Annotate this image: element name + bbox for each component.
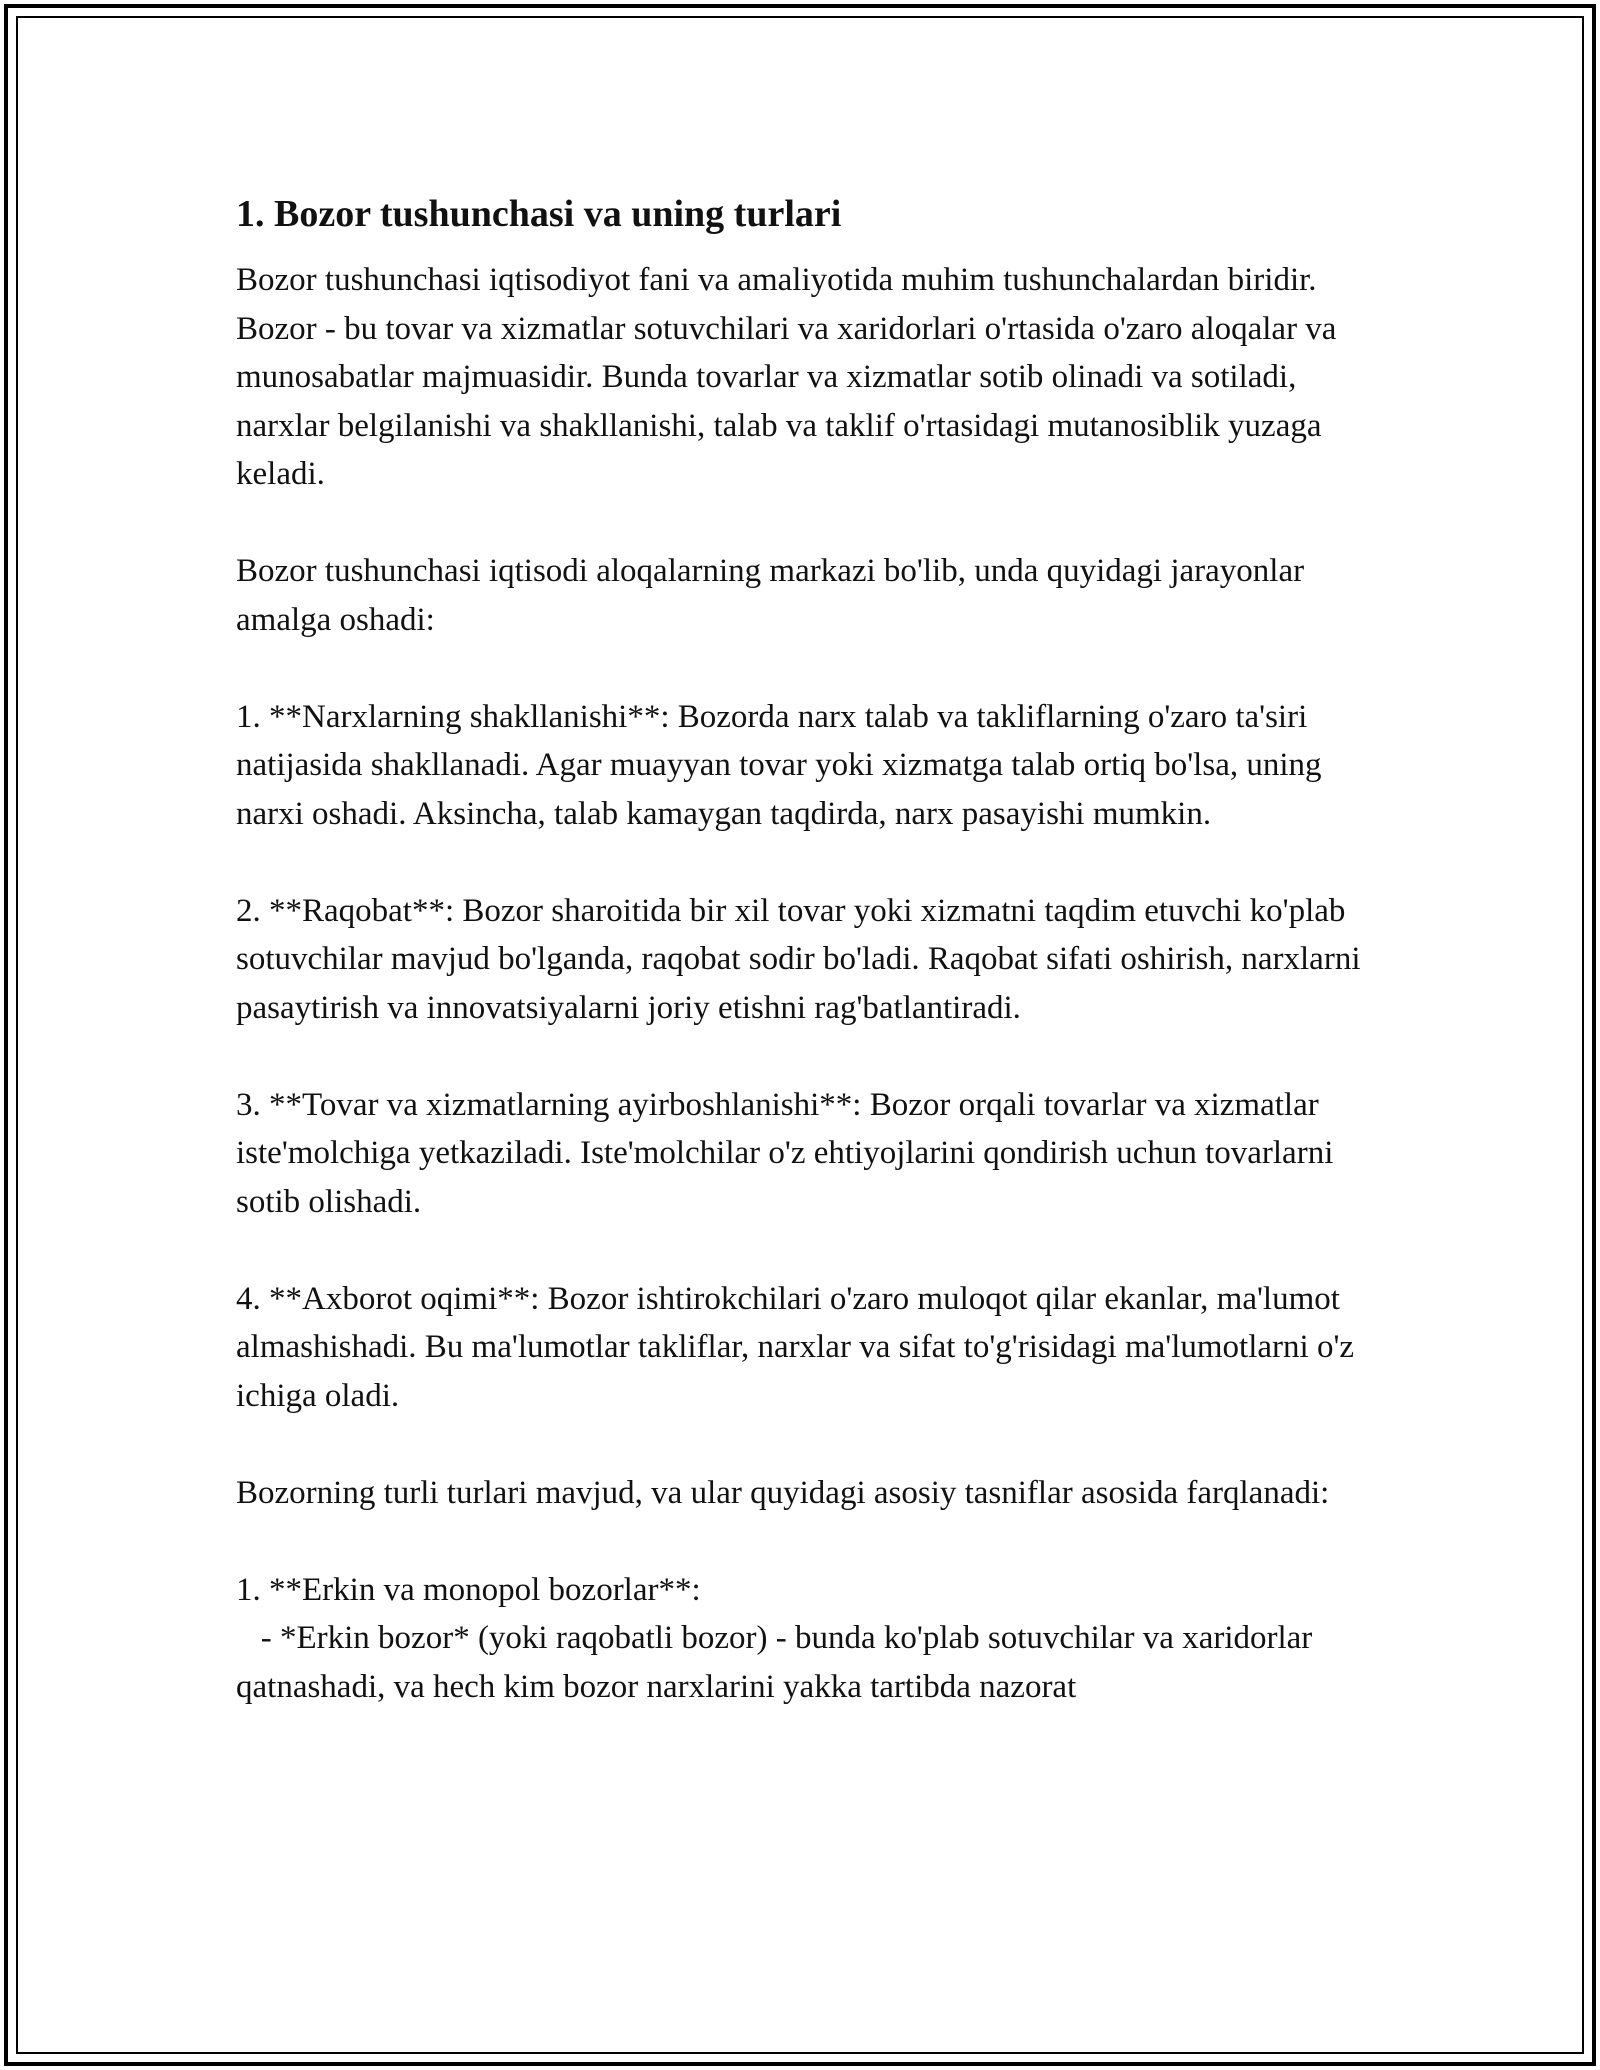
- list-item-free-monopoly-markets: 1. **Erkin va monopol bozorlar**: - *Erkin bozor* (yoki raqobatli bozor) - bunda ko'plab sotuvchilar va xaridorlar qatnashadi, va hech kim bozor narxlarini yakka tartibda nazorat: [236, 1571, 1313, 1705]
- page-title: 1. Bozor tushunchasi va uning turlari: [236, 193, 842, 235]
- document-body: [236, 186, 1376, 1711]
- paragraph-intro: Bozor tushunchasi iqtisodiyot fani va amaliyotida muhim tushunchalardan biridir. Bozor - bu tovar va xizmatlar sotuvchilari va xaridorlari o'rtasida o'zaro aloqalar va munosabatlar majmuasidir. Bunda tovarlar va xizmatlar sotib olinadi va sotiladi, narxlar belgilanishi va shakllanishi, talab va taklif o'rtasidagi mutanosiblik yuzaga keladi.: [236, 262, 1345, 492]
- list-item-competition: 2. **Raqobat**: Bozor sharoitida bir xil tovar yoki xizmatni taqdim etuvchi ko'plab sotuvchilar mavjud bo'lganda, raqobat sodir bo'ladi. Raqobat sifati oshirish, narxlarni pasaytirish va innovatsiyalarni joriy etishni rag'batlantiradi.: [236, 892, 1369, 1026]
- list-item-exchange: 3. **Tovar va xizmatlarning ayirboshlanishi**: Bozor orqali tovarlar va xizmatlar iste'molchiga yetkaziladi. Iste'molchilar o'z ehtiyojlarini qondirish uchun tovarlarni sotib olishadi.: [236, 1086, 1342, 1220]
- list-item-information-flow: 4. **Axborot oqimi**: Bozor ishtirokchilari o'zaro muloqot qilar ekanlar, ma'lumot almashishadi. Bu ma'lumotlar takliflar, narxlar va sifat to'g'risidagi ma'lumotlarni o'z ichiga oladi.: [236, 1280, 1363, 1414]
- paragraph-market-types-intro: Bozorning turli turlari mavjud, va ular quyidagi asosiy tasniflar asosida farqlanadi:: [236, 1474, 1330, 1511]
- paragraph-processes-intro: Bozor tushunchasi iqtisodi aloqalarning markazi bo'lib, unda quyidagi jarayonlar amalga oshadi:: [236, 553, 1313, 638]
- list-item-price-formation: 1. **Narxlarning shakllanishi**: Bozorda narx talab va takliflarning o'zaro ta'siri natijasida shakllanadi. Agar muayyan tovar yoki xizmatga talab ortiq bo'lsa, uning narxi oshadi. Aksincha, talab kamaygan taqdirda, narx pasayishi mumkin.: [236, 698, 1330, 832]
